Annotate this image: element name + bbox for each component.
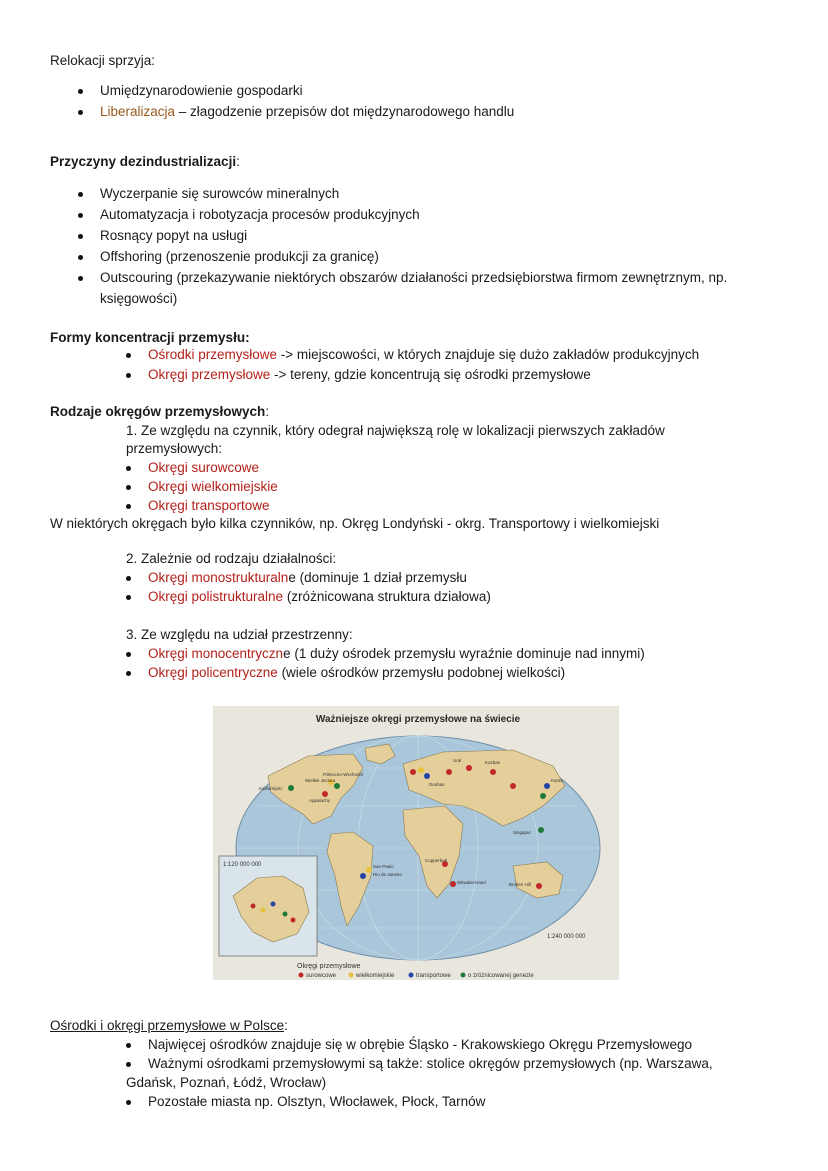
deindustrialization-heading-text: Przyczyny dezindustrializacji: [50, 154, 237, 169]
map-label: Witwatersrand: [457, 880, 486, 885]
colon: :: [236, 154, 240, 169]
types-s3-item-2-text: (wiele ośrodków przemysłu podobnej wielkości): [277, 665, 566, 680]
forms-item-1-text: -> miejscowości, w których znajduje się dużo zakładów produkcyjnych: [277, 347, 700, 362]
relocation-item-2: [100, 103, 514, 121]
bullet: [126, 466, 131, 471]
bullet: [78, 89, 83, 94]
term-monocentryczne: Okręgi monocentryczn: [148, 646, 284, 661]
region-marker: [450, 881, 456, 887]
bullet: [78, 192, 83, 197]
map-label: Północno-Wschodni: [323, 772, 364, 777]
types-s1-item-2: Okręgi wielkomiejskie: [148, 479, 278, 494]
types-s3-item-2: [148, 664, 565, 682]
colon: :: [284, 1018, 288, 1033]
region-marker: [544, 783, 550, 789]
map-label: Kanto: [551, 778, 563, 783]
bullet: [78, 110, 83, 115]
map-label: Sao Paulo: [373, 864, 394, 869]
region-marker: [251, 904, 256, 909]
poland-item-3: Pozostałe miasta np. Olsztyn, Włocławek, Płock, Tarnów: [148, 1094, 486, 1109]
relocation-heading: Relokacji sprzyja:: [50, 53, 156, 68]
legend-swatch-surowcowe: [299, 973, 304, 978]
map-label: Rio de Janeiro: [373, 872, 403, 877]
poland-item-2-cont: Gdańsk, Poznań, Łódź, Wrocław): [126, 1075, 327, 1090]
region-marker: [410, 769, 416, 775]
term-osrodki: Ośrodki przemysłowe: [148, 347, 278, 362]
poland-item-2: Ważnymi ośrodkami przemysłowymi są także: stolice okręgów przemysłowych (np. Warszawa,: [148, 1056, 713, 1071]
map-label: Donbas: [429, 782, 445, 787]
map-label: Kalifornijski: [259, 786, 282, 791]
region-marker: [261, 908, 266, 913]
types-heading-text: Rodzaje okręgów przemysłowych: [50, 404, 266, 419]
colon: :: [265, 404, 270, 419]
region-marker: [536, 883, 542, 889]
legend: [299, 973, 535, 980]
region-marker: [510, 783, 516, 789]
region-marker: [446, 769, 452, 775]
map-svg: [213, 706, 619, 980]
region-marker: [424, 773, 430, 779]
legend-label: wielkomiejskie: [356, 973, 395, 979]
world-industrial-regions-map: [213, 706, 619, 980]
region-marker: [466, 765, 472, 771]
bullet: [126, 1043, 131, 1048]
deind-item-5-cont: księgowości): [100, 291, 178, 306]
types-s2-item-2-text: (zróżnicowana struktura działowa): [283, 589, 491, 604]
deind-item-4: Offshoring (przenoszenie produkcji za granicę): [100, 249, 379, 264]
types-s2-title: 2. Zależnie od rodzaju działalności:: [126, 551, 337, 566]
legend-label: o zróżnicowanej genezie: [468, 973, 534, 979]
types-s1-title: 1. Ze względu na czynnik, który odegrał największą rolę w lokalizacji pierwszych zakładów: [126, 423, 665, 438]
term-polistrukturalne: Okręgi polistrukturalne: [148, 589, 284, 604]
region-marker: [360, 873, 366, 879]
bullet: [126, 1062, 131, 1067]
deind-item-1: Wyczerpanie się surowców mineralnych: [100, 186, 340, 201]
bullet: [78, 255, 83, 260]
legend-label: surowcowe: [306, 973, 337, 979]
types-s1-item-1: Okręgi surowcowe: [148, 460, 260, 475]
forms-item-1: [148, 346, 699, 364]
deind-item-3: Rosnący popyt na usługi: [100, 228, 248, 243]
types-note: W niektórych okręgach było kilka czynników, np. Okręg Londyński - okrg. Transportowy i wielkomiejski: [50, 516, 660, 531]
legend-label: transportowe: [416, 973, 451, 979]
term-monostrukturalne: Okręgi monostrukturaln: [148, 570, 289, 585]
legend-swatch-zroznicowane: [461, 973, 466, 978]
poland-heading-text: Ośrodki i okręgi przemysłowe w Polsce: [50, 1018, 285, 1033]
types-s3-item-1-text: (1 duży ośrodek przemysłu wyraźnie dominuje nad innymi): [290, 646, 645, 661]
deind-item-2: Automatyzacja i robotyzacja procesów produkcyjnych: [100, 207, 420, 222]
forms-item-2: [148, 366, 591, 384]
bullet: [126, 595, 131, 600]
types-heading: [50, 403, 269, 421]
poland-heading: [50, 1017, 288, 1035]
region-marker: [334, 783, 340, 789]
legend-title: Okręgi przemysłowe: [297, 963, 361, 970]
region-marker: [283, 912, 288, 917]
region-marker: [291, 918, 296, 923]
bullet: [78, 276, 83, 281]
region-marker: [490, 769, 496, 775]
term-policentryczne: Okręgi policentryczne: [148, 665, 278, 680]
bullet: [126, 652, 131, 657]
bullet: [126, 671, 131, 676]
types-s2-item-1-text: (dominuje 1 dział przemysłu: [295, 570, 467, 585]
term-suffix: e: [283, 646, 291, 661]
map-label: Ural: [453, 758, 462, 763]
types-s2-item-1: [148, 569, 467, 587]
inset-scale: 1:120 000 000: [223, 862, 262, 868]
types-s3-item-1: [148, 645, 645, 663]
deindustrialization-heading: [50, 153, 240, 171]
bullet: [126, 504, 131, 509]
region-marker: [322, 791, 328, 797]
types-s3-title: 3. Ze względu na udział przestrzenny:: [126, 627, 353, 642]
forms-item-2-text: -> tereny, gdzie koncentrują się ośrodki przemysłowe: [270, 367, 591, 382]
map-scale: 1:240 000 000: [547, 934, 586, 940]
map-label: Broken Hill: [509, 882, 531, 887]
deind-item-5: Outscouring (przekazywanie niektórych obszarów działaności przedsiębiorstwa firmom zewnętrznym, np.: [100, 270, 728, 285]
map-label: Kuzbas: [485, 760, 501, 765]
bullet: [78, 234, 83, 239]
term-suffix: e: [288, 570, 296, 585]
types-s1-item-3: Okręgi transportowe: [148, 498, 270, 513]
region-marker: [366, 867, 372, 873]
bullet: [126, 576, 131, 581]
term-okregi: Okręgi przemysłowe: [148, 367, 271, 382]
legend-swatch-wielkomiejskie: [349, 973, 354, 978]
region-marker: [418, 767, 424, 773]
map-label: Appalachy: [309, 798, 331, 803]
bullet: [126, 353, 131, 358]
types-s1-title-cont: przemysłowych:: [126, 441, 223, 456]
region-marker: [288, 785, 294, 791]
bullet: [78, 213, 83, 218]
region-marker: [271, 902, 276, 907]
types-s2-item-2: [148, 588, 491, 606]
bullet: [126, 485, 131, 490]
term-liberalizacja: Liberalizacja: [100, 104, 176, 119]
map-label: Wielkie Jeziora: [305, 778, 336, 783]
poland-item-1: Najwięcej ośrodków znajduje się w obrębie Śląsko - Krakowskiego Okręgu Przemysłowego: [148, 1037, 692, 1052]
bullet: [126, 373, 131, 378]
legend-swatch-transportowe: [409, 973, 414, 978]
map-label: Copperbelt: [425, 858, 448, 863]
region-marker: [540, 793, 546, 799]
relocation-item-1: Umiędzynarodowienie gospodarki: [100, 83, 303, 98]
map-label: Singapur: [513, 830, 532, 835]
forms-heading: Formy koncentracji przemysłu:: [50, 330, 250, 345]
region-marker: [538, 827, 544, 833]
map-title: Ważniejsze okręgi przemysłowe na świecie: [315, 714, 521, 725]
relocation-item-2-text: – złagodzenie przepisów dot międzynarodowego handlu: [175, 104, 515, 119]
bullet: [126, 1100, 131, 1105]
